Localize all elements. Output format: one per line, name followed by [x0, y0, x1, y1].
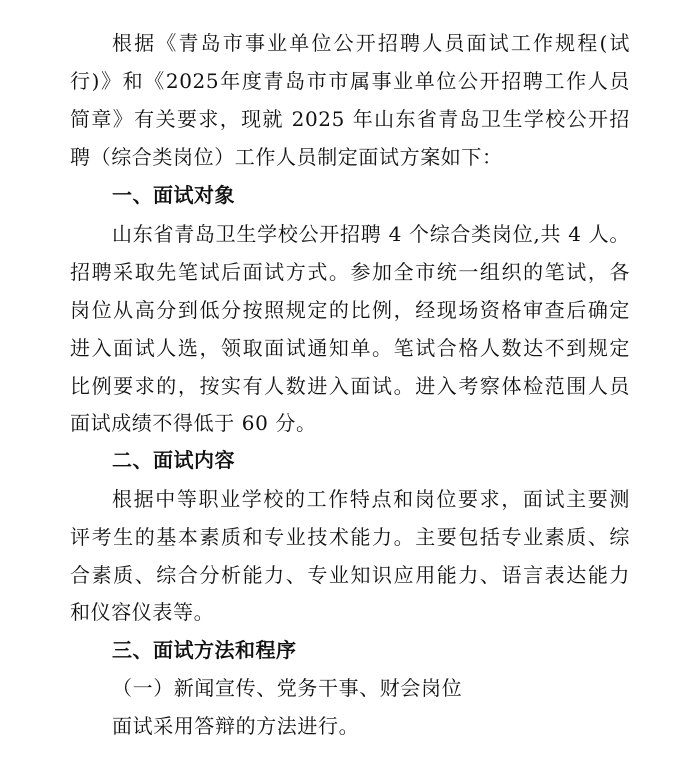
section-2-line-3: 合素质、综合分析能力、专业知识应用能力、语言表达能力 [70, 563, 630, 587]
section-2-line-2: 评考生的基本素质和专业技术能力。主要包括专业素质、综 [70, 525, 630, 549]
section-2-line-4: 和仪容仪表等。 [70, 600, 215, 624]
section-1-heading: 一、面试对象 [112, 183, 235, 207]
section-2-line-1: 根据中等职业学校的工作特点和岗位要求，面试主要测 [112, 487, 630, 511]
intro-line-1: 根据《青岛市事业单位公开招聘人员面试工作规程(试 [112, 31, 630, 55]
section-2-heading: 二、面试内容 [112, 448, 235, 472]
section-3-heading: 三、面试方法和程序 [112, 638, 297, 662]
section-1-line-6: 面试成绩不得低于 60 分。 [70, 411, 317, 435]
intro-line-4: 聘（综合类岗位）工作人员制定面试方案如下： [70, 145, 503, 169]
section-1-line-5: 比例要求的，按实有人数进入面试。进入考察体检范围人员 [70, 374, 630, 398]
section-3-line-1: 面试采用答辩的方法进行。 [112, 714, 360, 738]
section-1-line-3: 岗位从高分到低分按照规定的比例，经现场资格审查后确定 [70, 298, 630, 322]
section-3-subheading: （一）新闻宣传、党务干事、财会岗位 [112, 676, 463, 700]
intro-line-3: 简章》有关要求，现就 2025 年山东省青岛卫生学校公开招 [70, 107, 630, 131]
intro-line-2: 行)》和《2025年度青岛市市属事业单位公开招聘工作人员 [70, 69, 630, 93]
section-1-line-2: 招聘采取先笔试后面试方式。参加全市统一组织的笔试，各 [70, 260, 630, 284]
section-1-line-1: 山东省青岛卫生学校公开招聘 4 个综合类岗位,共 4 人。 [112, 222, 630, 246]
section-1-line-4: 进入面试人选，领取面试通知单。笔试合格人数达不到规定 [70, 336, 630, 360]
